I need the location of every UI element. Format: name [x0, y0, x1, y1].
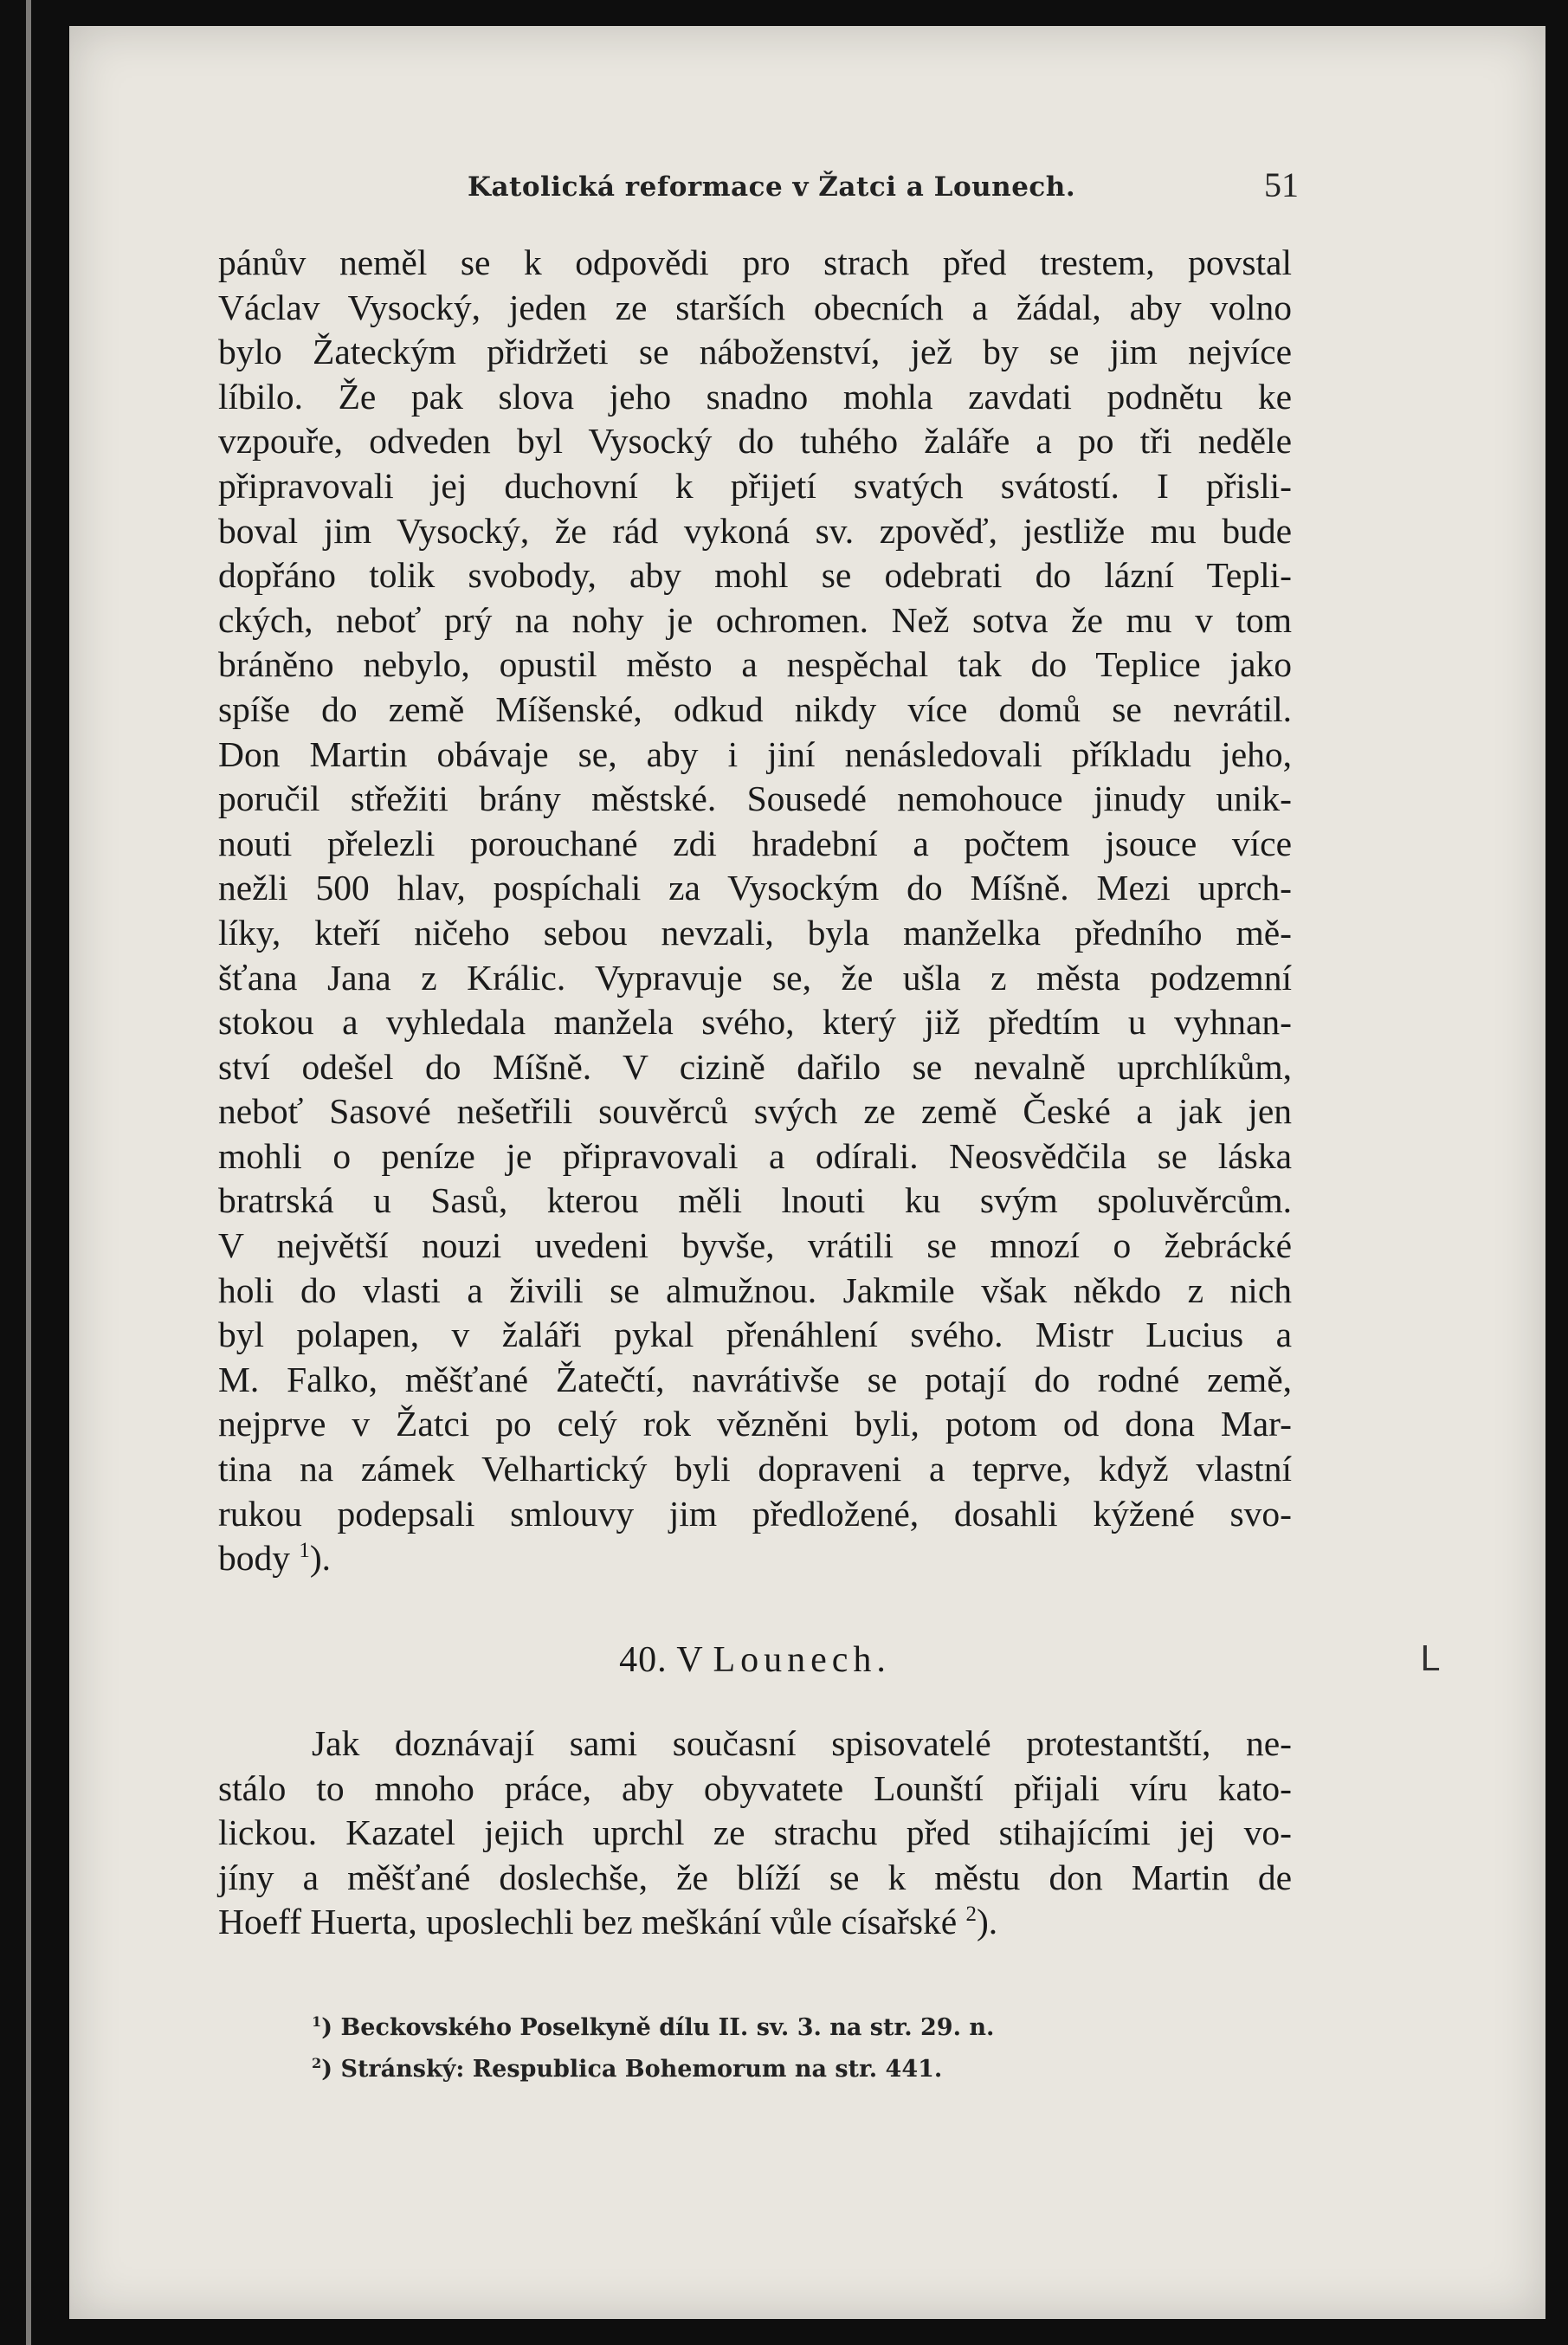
text-line	[218, 1045, 1292, 1090]
line-text: spíše do země Míšenské, odkud nikdy více domů se nevrátil.	[218, 688, 1292, 729]
line-text: byl polapen, v žaláři pykal přenáhlení svého. Mistr Lucius a	[218, 1315, 1292, 1355]
line-text: mohli o peníze je připravovali a odírali. Neosvědčila se láska	[218, 1135, 1292, 1176]
text-line	[218, 777, 1292, 822]
line-text: líky, kteří ničeho sebou nevzali, byla manželka předního mě-	[218, 912, 1292, 953]
line-text: body	[218, 1538, 290, 1579]
text-line	[218, 1402, 1292, 1447]
text-line	[218, 553, 1292, 598]
text-line	[218, 956, 1292, 1001]
line-text: Václav Vysocký, jeden ze starších obecních a žádal, aby volno	[218, 287, 1292, 327]
section-heading	[218, 1639, 1292, 1681]
text-line	[218, 1536, 1292, 1581]
text-line	[218, 1767, 1292, 1812]
footnote-ref: 1	[299, 1539, 310, 1563]
text-line	[218, 1900, 1292, 1945]
line-text: holi do vlasti a živili se almužnou. Jakmile však někdo z nich	[218, 1269, 1292, 1310]
line-text: pánův neměl se k odpovědi pro strach před trestem, povstal	[218, 242, 1292, 282]
line-text: bráněno nebylo, opustil město a nespěchal tak do Teplice jako	[218, 644, 1292, 685]
line-text: nejprve v Žatci po celý rok vězněni byli, potom od dona Mar-	[218, 1404, 1292, 1444]
footnotes	[312, 2007, 1264, 2090]
line-text: bratrská u Sasů, kterou měli lnouti ku svým spoluvěrcům.	[218, 1180, 1292, 1221]
text-line	[218, 286, 1292, 331]
text-line	[218, 1447, 1292, 1492]
line-text: nežli 500 hlav, pospíchali za Vysockým do Míšně. Mezi uprch-	[218, 868, 1292, 908]
paragraph-2	[218, 1722, 1292, 1945]
text-line	[218, 1492, 1292, 1537]
line-text: bylo Žateckým přidržeti se náboženství, jež by se jim nejvíce	[218, 332, 1292, 372]
footnote-mark: 1	[312, 2013, 322, 2030]
line-text: jíny a měšťané doslechše, že blíží se k městu don Martin de	[218, 1857, 1292, 1897]
text-line	[218, 375, 1292, 420]
footnote	[312, 2049, 1264, 2090]
line-text: dopřáno tolik svobody, aby mohl se odebrati do lázní Tepli-	[218, 555, 1292, 596]
line-text: Hoeff Huerta, uposlechli bez meškání vůle císařské	[218, 1902, 958, 1942]
page-number: 51	[1264, 165, 1299, 204]
text-line	[218, 643, 1292, 688]
footnote	[312, 2007, 1264, 2049]
text-line	[218, 509, 1292, 554]
line-text: boval jim Vysocký, že rád vykoná sv. zpověď, jestliže mu bude	[218, 510, 1292, 551]
text-line	[218, 1089, 1292, 1134]
footnote-mark: 2	[312, 2055, 322, 2071]
text-line	[218, 598, 1292, 643]
line-text: V největší nouzi uvedeni byvše, vrátili se mnozí o žebrácké	[218, 1225, 1292, 1266]
text-line	[218, 822, 1292, 867]
margin-mark: ᒪ	[1420, 1639, 1440, 1679]
line-text: stálo to mnoho práce, aby obyvatete Lounští přijali víru kato-	[218, 1767, 1292, 1808]
line-text: tina na zámek Velhartický byli dopraveni a teprve, když vlastní	[218, 1449, 1292, 1489]
text-line	[218, 1811, 1292, 1856]
section-number: 40. V	[619, 1640, 703, 1680]
text-line	[218, 241, 1292, 286]
line-text: ckých, neboť prý na nohy je ochromen. Než sotva že mu v tom	[218, 599, 1292, 640]
line-text: připravovali jej duchovní k přijetí svatých svátostí. I přisli-	[218, 465, 1292, 506]
line-text: rukou podepsali smlouvy jim předložené, dosahli kýžené svo-	[218, 1493, 1292, 1534]
paragraph-1	[218, 241, 1292, 1581]
line-text: líbilo. Že pak slova jeho snadno mohla zavdati podnětu ke	[218, 376, 1292, 417]
line-text: Jak doznávají sami současní spisovatelé protestantští, ne-	[312, 1723, 1292, 1763]
line-tail: ).	[309, 1538, 332, 1579]
text-line	[218, 330, 1292, 375]
text-line	[218, 419, 1292, 464]
line-text: vzpouře, odveden byl Vysocký do tuhého žaláře a po tři neděle	[218, 421, 1292, 462]
text-line	[218, 1179, 1292, 1224]
text-line	[218, 1224, 1292, 1269]
line-tail: ).	[976, 1902, 998, 1942]
binding-edge	[26, 0, 31, 2345]
text-line	[218, 1856, 1292, 1901]
text-line	[218, 1000, 1292, 1045]
line-text: lickou. Kazatel jejich uprchl ze strachu před stihajícími jej vo-	[218, 1812, 1292, 1853]
page-header	[216, 165, 1299, 215]
text-line	[218, 1313, 1292, 1358]
line-text: poručil střežiti brány městské. Sousedé nemohouce jinudy unik-	[218, 778, 1292, 819]
footnote-ref: 2	[965, 1902, 977, 1927]
text-line	[218, 1269, 1292, 1314]
line-text: nouti přelezli porouchané zdi hradební a počtem jsouce více	[218, 823, 1292, 863]
line-text: šťana Jana z Králic. Vypravuje se, že ušla z města podzemní	[218, 957, 1292, 998]
line-text: M. Falko, měšťané Žatečtí, navrátivše se potají do rodné země,	[218, 1359, 1292, 1399]
running-title: Katolická reformace v Žatci a Lounech.	[468, 171, 1076, 203]
line-text: Don Martin obávaje se, aby i jiní nenásledovali příkladu jeho,	[218, 733, 1292, 774]
text-line	[218, 733, 1292, 778]
section-title: Lounech.	[713, 1640, 891, 1680]
text-line	[218, 464, 1292, 509]
text-line	[218, 688, 1292, 733]
line-text: ství odešel do Míšně. V cizině dařilo se nevalně uprchlíkům,	[218, 1046, 1292, 1087]
line-text: neboť Sasové nešetřili souvěrců svých ze země České a jak jen	[218, 1091, 1292, 1132]
footnote-text: ) Beckovského Poselkyně dílu II. sv. 3. na str. 29. n.	[321, 2014, 995, 2041]
line-text: stokou a vyhledala manžela svého, který již předtím u vyhnan-	[218, 1002, 1292, 1043]
text-line	[218, 911, 1292, 956]
text-line	[218, 1358, 1292, 1403]
text-line	[218, 866, 1292, 911]
footnote-text: ) Stránský: Respublica Bohemorum na str. 441.	[321, 2056, 943, 2083]
text-line	[218, 1134, 1292, 1179]
text-line	[218, 1722, 1292, 1767]
